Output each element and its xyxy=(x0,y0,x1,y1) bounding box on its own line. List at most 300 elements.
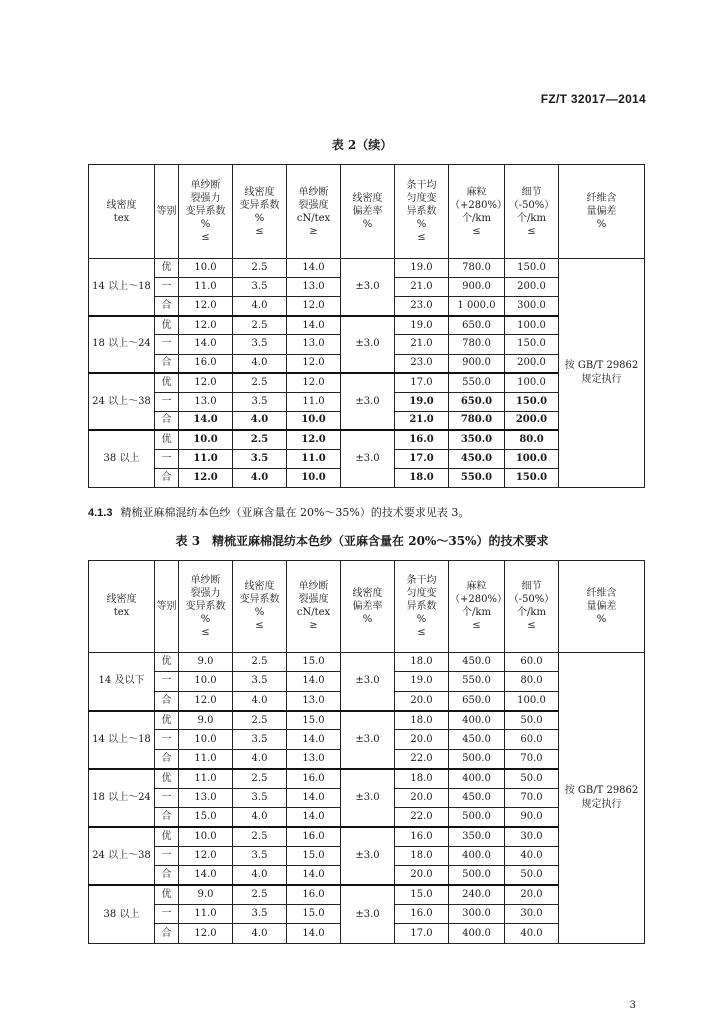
density-range-cell: 38 以上 xyxy=(89,430,155,487)
header-line: 匀度变 xyxy=(406,587,437,599)
strength-cv-cell: 13.0 xyxy=(179,392,233,411)
evenness-cv-cell: 21.0 xyxy=(395,411,449,430)
header-line: 细节 xyxy=(521,186,542,198)
tenacity-cell: 13.0 xyxy=(287,691,341,710)
header-line: 个/km xyxy=(517,212,546,224)
thin-places-cell: 200.0 xyxy=(505,411,559,430)
density-cv-cell: 2.5 xyxy=(233,827,287,846)
density-cv-cell: 2.5 xyxy=(233,259,287,278)
thin-places-cell: 50.0 xyxy=(505,711,559,730)
neps-cell: 350.0 xyxy=(449,827,505,846)
density-cv-cell: 4.0 xyxy=(233,468,287,487)
density-cv-cell: 4.0 xyxy=(233,297,287,316)
neps-cell: 1 000.0 xyxy=(449,297,505,316)
strength-cv-cell: 12.0 xyxy=(179,297,233,316)
header-line: （-50%） xyxy=(508,594,555,606)
thin-places-cell: 200.0 xyxy=(505,278,559,297)
evenness-cv-cell: 15.0 xyxy=(395,885,449,904)
evenness-cv-cell: 16.0 xyxy=(395,430,449,449)
density-deviation-cell: ±3.0 xyxy=(341,259,395,316)
header-line: 变异系数 xyxy=(185,206,226,218)
thin-places-cell: 150.0 xyxy=(505,468,559,487)
header-line: ≤ xyxy=(527,225,536,237)
neps-cell: 450.0 xyxy=(449,652,505,671)
thin-places-cell: 80.0 xyxy=(505,430,559,449)
header-line: tex xyxy=(113,212,130,224)
header-line: ≤ xyxy=(472,620,481,632)
grade-cell: 优 xyxy=(155,430,179,449)
thin-places-cell: 90.0 xyxy=(505,808,559,827)
evenness-cv-cell: 16.0 xyxy=(395,904,449,923)
header-line: 匀度变 xyxy=(406,193,437,205)
header-line: tex xyxy=(113,607,130,619)
strength-cv-cell: 14.0 xyxy=(179,335,233,354)
table2 xyxy=(88,164,645,488)
fiber-note-line: 规定执行 xyxy=(581,374,622,386)
strength-cv-cell: 9.0 xyxy=(179,711,233,730)
tenacity-cell: 14.0 xyxy=(287,259,341,278)
density-cv-cell: 3.5 xyxy=(233,788,287,807)
header-line: 裂强力 xyxy=(190,193,221,205)
tenacity-cell: 13.0 xyxy=(287,335,341,354)
header-line: 等别 xyxy=(156,206,177,218)
grade-cell: 合 xyxy=(155,924,179,944)
header-strength-cv xyxy=(179,165,233,259)
thin-places-cell: 50.0 xyxy=(505,866,559,885)
header-fiber xyxy=(559,165,645,259)
density-cv-cell: 2.5 xyxy=(233,430,287,449)
density-range-cell: 14 及以下 xyxy=(89,652,155,710)
header-line: 麻粒 xyxy=(466,581,487,593)
tenacity-cell: 15.0 xyxy=(287,711,341,730)
header-line: 个/km xyxy=(517,607,546,619)
header-line: ≤ xyxy=(201,232,210,244)
header-line: 麻粒 xyxy=(466,186,487,198)
grade-cell: 一 xyxy=(155,730,179,749)
density-deviation-cell: ±3.0 xyxy=(341,652,395,710)
density-deviation-cell: ±3.0 xyxy=(341,316,395,373)
table3 xyxy=(88,560,645,944)
thin-places-cell: 100.0 xyxy=(505,691,559,710)
neps-cell: 400.0 xyxy=(449,769,505,788)
grade-cell: 一 xyxy=(155,788,179,807)
thin-places-cell: 150.0 xyxy=(505,335,559,354)
tenacity-cell: 10.0 xyxy=(287,468,341,487)
grade-cell: 合 xyxy=(155,691,179,710)
neps-cell: 450.0 xyxy=(449,730,505,749)
density-cv-cell: 4.0 xyxy=(233,866,287,885)
neps-cell: 900.0 xyxy=(449,278,505,297)
header-line: 条干均 xyxy=(406,574,437,586)
header-line: cN/tex xyxy=(296,212,331,224)
strength-cv-cell: 11.0 xyxy=(179,904,233,923)
tenacity-cell: 11.0 xyxy=(287,392,341,411)
header-grade xyxy=(155,165,179,259)
header-density-dev xyxy=(341,165,395,259)
density-cv-cell: 3.5 xyxy=(233,449,287,468)
header-line: 线密度 xyxy=(244,581,275,593)
tenacity-cell: 16.0 xyxy=(287,885,341,904)
density-cv-cell: 2.5 xyxy=(233,373,287,392)
evenness-cv-cell: 16.0 xyxy=(395,827,449,846)
header-density-cv xyxy=(233,561,287,653)
density-cv-cell: 3.5 xyxy=(233,730,287,749)
strength-cv-cell: 14.0 xyxy=(179,411,233,430)
density-deviation-cell: ±3.0 xyxy=(341,885,395,943)
thin-places-cell: 100.0 xyxy=(505,449,559,468)
header-grade xyxy=(155,561,179,653)
clause-number: 4.1.3 xyxy=(88,507,113,519)
grade-cell: 合 xyxy=(155,297,179,316)
evenness-cv-cell: 19.0 xyxy=(395,259,449,278)
thin-places-cell: 60.0 xyxy=(505,730,559,749)
table3-caption: 表 3 精梳亚麻棉混纺本色纱（亚麻含量在 20%～35%）的技术要求 xyxy=(175,534,549,548)
strength-cv-cell: 10.0 xyxy=(179,730,233,749)
thin-places-cell: 20.0 xyxy=(505,885,559,904)
header-line: % xyxy=(416,219,427,231)
clause-4-1-3 xyxy=(88,504,469,520)
header-line: 线密度 xyxy=(106,594,137,606)
header-line: ≤ xyxy=(201,626,210,638)
tenacity-cell: 12.0 xyxy=(287,373,341,392)
tenacity-cell: 12.0 xyxy=(287,354,341,373)
header-fiber xyxy=(559,561,645,653)
header-line: 变异系数 xyxy=(185,600,226,612)
grade-cell: 合 xyxy=(155,468,179,487)
header-line: 异系数 xyxy=(406,600,437,612)
density-cv-cell: 2.5 xyxy=(233,885,287,904)
neps-cell: 780.0 xyxy=(449,259,505,278)
strength-cv-cell: 12.0 xyxy=(179,316,233,335)
header-density xyxy=(89,165,155,259)
header-tenacity xyxy=(287,165,341,259)
neps-cell: 400.0 xyxy=(449,924,505,944)
header-density xyxy=(89,561,155,653)
table2-caption: 表 2（续） xyxy=(331,138,393,152)
grade-cell: 合 xyxy=(155,411,179,430)
neps-cell: 450.0 xyxy=(449,788,505,807)
header-line: 异系数 xyxy=(406,206,437,218)
neps-cell: 400.0 xyxy=(449,711,505,730)
header-line: % xyxy=(596,613,607,625)
density-deviation-cell: ±3.0 xyxy=(341,769,395,827)
neps-cell: 650.0 xyxy=(449,316,505,335)
clause-text: 精梳亚麻棉混纺本色纱（亚麻含量在 20%～35%）的技术要求见表 3。 xyxy=(120,506,470,519)
tenacity-cell: 10.0 xyxy=(287,411,341,430)
header-line: 线密度 xyxy=(106,199,137,211)
header-line: 条干均 xyxy=(406,180,437,192)
neps-cell: 650.0 xyxy=(449,392,505,411)
thin-places-cell: 80.0 xyxy=(505,672,559,691)
header-row xyxy=(89,165,645,259)
header-line: % xyxy=(362,219,373,231)
thin-places-cell: 30.0 xyxy=(505,827,559,846)
fiber-content-note xyxy=(559,652,645,943)
strength-cv-cell: 11.0 xyxy=(179,749,233,768)
grade-cell: 优 xyxy=(155,885,179,904)
fiber-note-line: 按 GB/T 29862 xyxy=(564,784,639,796)
tenacity-cell: 13.0 xyxy=(287,278,341,297)
header-line: 单纱断 xyxy=(298,581,329,593)
thin-places-cell: 150.0 xyxy=(505,392,559,411)
header-line: % xyxy=(596,219,607,231)
grade-cell: 合 xyxy=(155,808,179,827)
evenness-cv-cell: 22.0 xyxy=(395,808,449,827)
thin-places-cell: 60.0 xyxy=(505,652,559,671)
evenness-cv-cell: 20.0 xyxy=(395,730,449,749)
header-row xyxy=(89,561,645,653)
evenness-cv-cell: 23.0 xyxy=(395,354,449,373)
evenness-cv-cell: 18.0 xyxy=(395,711,449,730)
density-range-cell: 14 以上～18 xyxy=(89,259,155,316)
evenness-cv-cell: 21.0 xyxy=(395,335,449,354)
density-range-cell: 14 以上～18 xyxy=(89,711,155,769)
strength-cv-cell: 10.0 xyxy=(179,672,233,691)
thin-places-cell: 100.0 xyxy=(505,373,559,392)
neps-cell: 900.0 xyxy=(449,354,505,373)
header-evenness-cv xyxy=(395,165,449,259)
evenness-cv-cell: 20.0 xyxy=(395,691,449,710)
header-line: ≤ xyxy=(527,620,536,632)
density-cv-cell: 4.0 xyxy=(233,924,287,944)
neps-cell: 500.0 xyxy=(449,808,505,827)
evenness-cv-cell: 20.0 xyxy=(395,866,449,885)
density-cv-cell: 2.5 xyxy=(233,711,287,730)
tenacity-cell: 14.0 xyxy=(287,316,341,335)
thin-places-cell: 150.0 xyxy=(505,259,559,278)
thin-places-cell: 70.0 xyxy=(505,788,559,807)
strength-cv-cell: 11.0 xyxy=(179,769,233,788)
standard-code: FZ/T 32017—2014 xyxy=(540,92,646,106)
tenacity-cell: 14.0 xyxy=(287,788,341,807)
strength-cv-cell: 11.0 xyxy=(179,449,233,468)
neps-cell: 300.0 xyxy=(449,904,505,923)
neps-cell: 450.0 xyxy=(449,449,505,468)
strength-cv-cell: 12.0 xyxy=(179,924,233,944)
header-line: 线密度 xyxy=(352,193,383,205)
strength-cv-cell: 12.0 xyxy=(179,468,233,487)
header-line: 线密度 xyxy=(244,186,275,198)
strength-cv-cell: 10.0 xyxy=(179,259,233,278)
tenacity-cell: 14.0 xyxy=(287,924,341,944)
header-line: 变异系数 xyxy=(239,594,280,606)
tenacity-cell: 14.0 xyxy=(287,672,341,691)
header-thin xyxy=(505,561,559,653)
density-cv-cell: 4.0 xyxy=(233,691,287,710)
density-cv-cell: 4.0 xyxy=(233,411,287,430)
thin-places-cell: 70.0 xyxy=(505,749,559,768)
header-thin xyxy=(505,165,559,259)
tenacity-cell: 15.0 xyxy=(287,652,341,671)
density-deviation-cell: ±3.0 xyxy=(341,827,395,885)
density-cv-cell: 3.5 xyxy=(233,335,287,354)
density-cv-cell: 4.0 xyxy=(233,354,287,373)
evenness-cv-cell: 19.0 xyxy=(395,316,449,335)
header-line: % xyxy=(200,613,211,625)
density-cv-cell: 3.5 xyxy=(233,278,287,297)
grade-cell: 一 xyxy=(155,904,179,923)
header-strength-cv xyxy=(179,561,233,653)
evenness-cv-cell: 19.0 xyxy=(395,392,449,411)
strength-cv-cell: 11.0 xyxy=(179,278,233,297)
grade-cell: 一 xyxy=(155,449,179,468)
evenness-cv-cell: 19.0 xyxy=(395,672,449,691)
table-row xyxy=(89,259,645,278)
tenacity-cell: 16.0 xyxy=(287,827,341,846)
header-line: % xyxy=(362,613,373,625)
strength-cv-cell: 14.0 xyxy=(179,866,233,885)
grade-cell: 一 xyxy=(155,335,179,354)
fiber-note-line: 规定执行 xyxy=(581,798,622,810)
header-line: ≤ xyxy=(472,225,481,237)
grade-cell: 优 xyxy=(155,827,179,846)
strength-cv-cell: 10.0 xyxy=(179,827,233,846)
neps-cell: 500.0 xyxy=(449,749,505,768)
header-line: 等别 xyxy=(156,600,177,612)
density-cv-cell: 4.0 xyxy=(233,808,287,827)
evenness-cv-cell: 17.0 xyxy=(395,924,449,944)
neps-cell: 780.0 xyxy=(449,335,505,354)
density-deviation-cell: ±3.0 xyxy=(341,711,395,769)
density-cv-cell: 3.5 xyxy=(233,672,287,691)
header-line: 单纱断 xyxy=(190,574,221,586)
header-line: 偏差率 xyxy=(352,206,383,218)
strength-cv-cell: 13.0 xyxy=(179,788,233,807)
grade-cell: 合 xyxy=(155,354,179,373)
evenness-cv-cell: 18.0 xyxy=(395,652,449,671)
tenacity-cell: 15.0 xyxy=(287,846,341,865)
grade-cell: 优 xyxy=(155,711,179,730)
header-line: 个/km xyxy=(462,212,491,224)
density-range-cell: 18 以上～24 xyxy=(89,769,155,827)
strength-cv-cell: 15.0 xyxy=(179,808,233,827)
header-line: % xyxy=(254,607,265,619)
header-line: % xyxy=(200,219,211,231)
tenacity-cell: 15.0 xyxy=(287,904,341,923)
header-line: 量偏差 xyxy=(586,206,617,218)
thin-places-cell: 50.0 xyxy=(505,769,559,788)
tenacity-cell: 11.0 xyxy=(287,449,341,468)
header-tenacity xyxy=(287,561,341,653)
header-line: ≥ xyxy=(309,225,318,237)
header-line: 裂强力 xyxy=(190,587,221,599)
thin-places-cell: 30.0 xyxy=(505,904,559,923)
header-line: 裂强度 xyxy=(298,594,329,606)
tenacity-cell: 12.0 xyxy=(287,297,341,316)
header-line: ≤ xyxy=(255,225,264,237)
header-line: 纤维含 xyxy=(586,587,617,599)
header-neps xyxy=(449,561,505,653)
density-cv-cell: 3.5 xyxy=(233,392,287,411)
neps-cell: 240.0 xyxy=(449,885,505,904)
header-line: ≥ xyxy=(309,620,318,632)
strength-cv-cell: 16.0 xyxy=(179,354,233,373)
evenness-cv-cell: 18.0 xyxy=(395,846,449,865)
thin-places-cell: 200.0 xyxy=(505,354,559,373)
thin-places-cell: 40.0 xyxy=(505,846,559,865)
fiber-note-line: 按 GB/T 29862 xyxy=(564,360,639,372)
density-cv-cell: 2.5 xyxy=(233,652,287,671)
grade-cell: 一 xyxy=(155,392,179,411)
tenacity-cell: 14.0 xyxy=(287,866,341,885)
density-range-cell: 24 以上～38 xyxy=(89,827,155,885)
header-line: 变异系数 xyxy=(239,199,280,211)
density-range-cell: 24 以上～38 xyxy=(89,373,155,430)
density-deviation-cell: ±3.0 xyxy=(341,430,395,487)
header-line: 线密度 xyxy=(352,587,383,599)
header-line: 偏差率 xyxy=(352,600,383,612)
strength-cv-cell: 12.0 xyxy=(179,691,233,710)
grade-cell: 优 xyxy=(155,652,179,671)
thin-places-cell: 300.0 xyxy=(505,297,559,316)
neps-cell: 400.0 xyxy=(449,846,505,865)
thin-places-cell: 100.0 xyxy=(505,316,559,335)
evenness-cv-cell: 23.0 xyxy=(395,297,449,316)
tenacity-cell: 12.0 xyxy=(287,430,341,449)
header-line: （-50%） xyxy=(508,199,555,211)
fiber-content-note xyxy=(559,259,645,488)
header-line: 量偏差 xyxy=(586,600,617,612)
grade-cell: 优 xyxy=(155,316,179,335)
header-line: 单纱断 xyxy=(298,186,329,198)
grade-cell: 一 xyxy=(155,846,179,865)
header-line: cN/tex xyxy=(296,607,331,619)
density-cv-cell: 3.5 xyxy=(233,904,287,923)
table-row xyxy=(89,652,645,671)
neps-cell: 550.0 xyxy=(449,373,505,392)
neps-cell: 650.0 xyxy=(449,691,505,710)
tenacity-cell: 16.0 xyxy=(287,769,341,788)
density-range-cell: 18 以上～24 xyxy=(89,316,155,373)
header-line: % xyxy=(254,212,265,224)
density-cv-cell: 3.5 xyxy=(233,846,287,865)
grade-cell: 合 xyxy=(155,749,179,768)
header-line: % xyxy=(416,613,427,625)
grade-cell: 一 xyxy=(155,672,179,691)
header-line: ≤ xyxy=(255,620,264,632)
header-line: ≤ xyxy=(417,626,426,638)
header-evenness-cv xyxy=(395,561,449,653)
neps-cell: 780.0 xyxy=(449,411,505,430)
evenness-cv-cell: 17.0 xyxy=(395,449,449,468)
grade-cell: 优 xyxy=(155,259,179,278)
header-density-dev xyxy=(341,561,395,653)
tenacity-cell: 13.0 xyxy=(287,749,341,768)
strength-cv-cell: 12.0 xyxy=(179,846,233,865)
neps-cell: 350.0 xyxy=(449,430,505,449)
density-cv-cell: 2.5 xyxy=(233,316,287,335)
thin-places-cell: 40.0 xyxy=(505,924,559,944)
density-cv-cell: 4.0 xyxy=(233,749,287,768)
strength-cv-cell: 9.0 xyxy=(179,885,233,904)
neps-cell: 550.0 xyxy=(449,672,505,691)
header-line: 纤维含 xyxy=(586,193,617,205)
neps-cell: 550.0 xyxy=(449,468,505,487)
density-deviation-cell: ±3.0 xyxy=(341,373,395,430)
grade-cell: 优 xyxy=(155,769,179,788)
density-range-cell: 38 以上 xyxy=(89,885,155,943)
density-cv-cell: 2.5 xyxy=(233,769,287,788)
evenness-cv-cell: 21.0 xyxy=(395,278,449,297)
evenness-cv-cell: 17.0 xyxy=(395,373,449,392)
tenacity-cell: 14.0 xyxy=(287,730,341,749)
evenness-cv-cell: 22.0 xyxy=(395,749,449,768)
grade-cell: 合 xyxy=(155,866,179,885)
strength-cv-cell: 12.0 xyxy=(179,373,233,392)
header-line: （+280%） xyxy=(450,199,507,211)
tenacity-cell: 14.0 xyxy=(287,808,341,827)
header-line: 裂强度 xyxy=(298,199,329,211)
